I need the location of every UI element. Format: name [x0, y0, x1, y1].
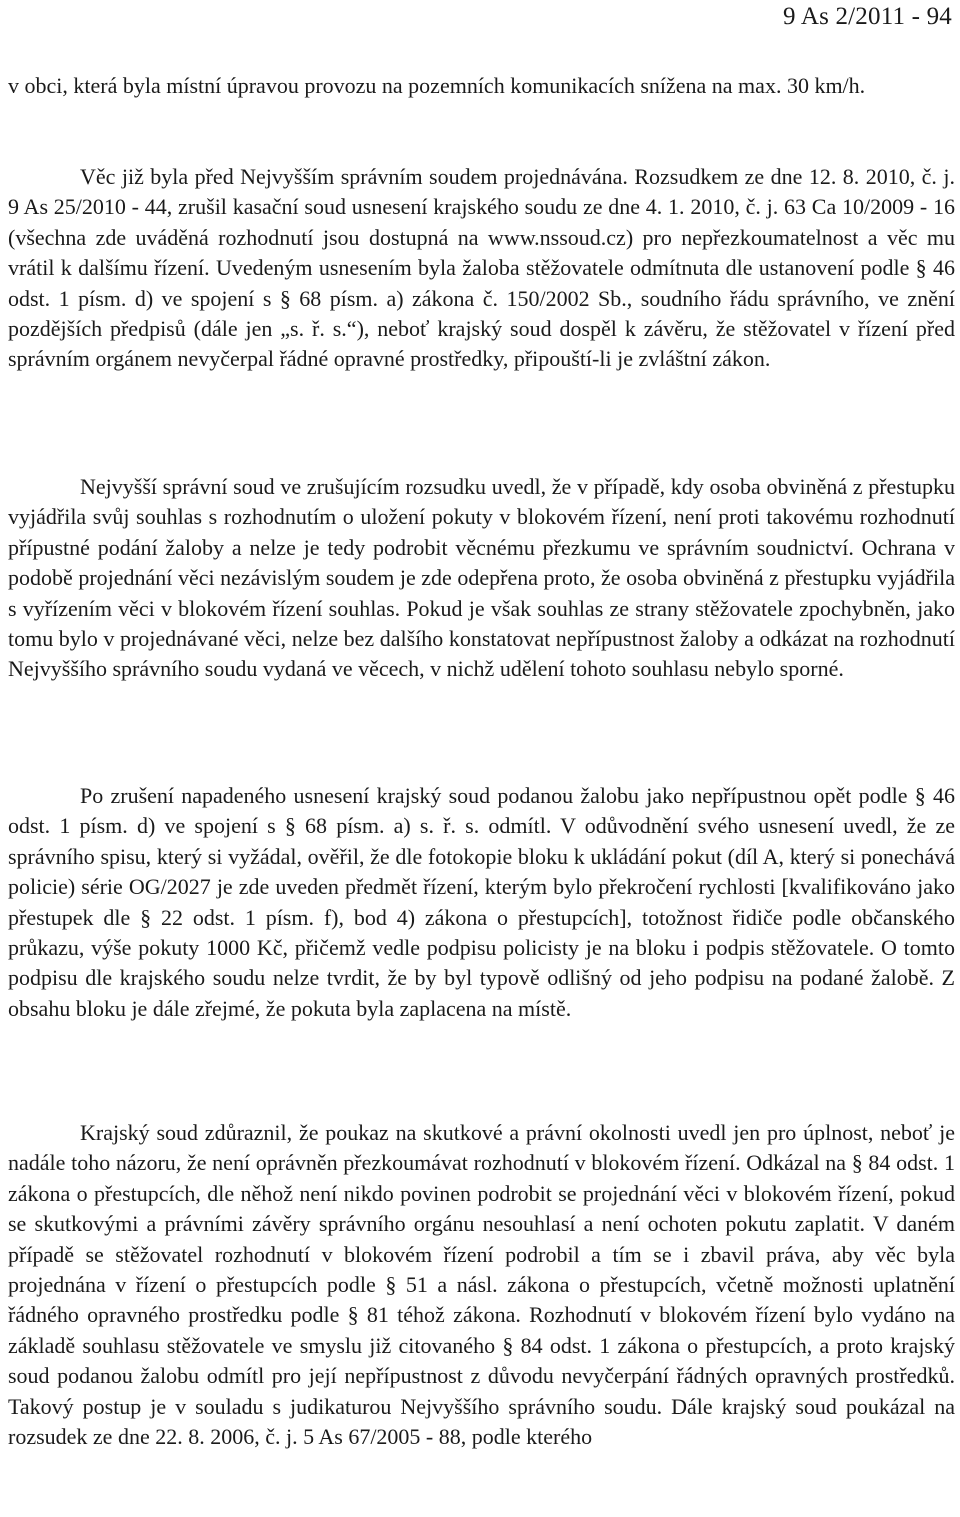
paragraph-5: Krajský soud zdůraznil, že poukaz na skutkové a právní okolnosti uvedl jen pro úplnost, neboť je nadále toho názoru, že není oprávněn přezkoumávat rozhodnutí v blokovém řízení. Odkázal na § 84 odst. 1 zákona o přestupcích, dle něhož není nikdo povinen podrobit se projednání věci v blokovém řízení, pokud se skutkovými a právními závěry správního orgánu nesouhlasí a není ochoten pokutu zaplatit. V daném případě se stěžovatel rozhodnutí v blokovém řízení podrobil a tím se i zbavil práva, aby věc byla projednána v řízení o přestupcích podle § 51 a násl. zákona o přestupcích, včetně možnosti uplatnění řádného opravného prostředku podle § 81 téhož zákona. Rozhodnutí v blokovém řízení bylo vydáno na základě souhlasu stěžovatele ve smyslu již citovaného § 84 odst. 1 zákona o přestupcích, a proto krajský soud podanou žalobu odmítl pro její nepřípustnost z důvodu nevyčerpání řádných opravných prostředků. Takový postup je v souladu s judikaturou Nejvyššího správního soudu. Dále krajský soud poukázal na rozsudek ze dne 22. 8. 2006, č. j. 5 As 67/2005 - 88, podle kterého	[8, 1120, 955, 1450]
case-number: 9 As 2/2011 - 94	[783, 3, 952, 30]
paragraph-4: Po zrušení napadeného usnesení krajský soud podanou žalobu jako nepřípustnou opět podle § 46 odst. 1 písm. d) ve spojení s § 68 písm. a) s. ř. s. odmítl. V odůvodnění svého usnesení uvedl, že ze správního spisu, který si vyžádal, ověřil, že dle fotokopie bloku k ukládání pokut (díl A, který si ponechává policie) série OG/2027 je zde uveden předmět řízení, kterým bylo překročení rychlosti [kvalifikováno jako přestupek dle § 22 odst. 1 písm. f), bod 4) zákona o přestupcích], totožnost řidiče podle občanského průkazu, výše pokuty 1000 Kč, přičemž vedle podpisu policisty je na bloku i podpis stěžovatele. O tomto podpisu dle krajského soudu nelze tvrdit, že by byl typově odlišný od jeho podpisu na podané žalobě. Z obsahu bloku je dále zřejmé, že pokuta byla zaplacena na místě.	[8, 783, 955, 1021]
paragraph-3: Nejvyšší správní soud ve zrušujícím rozsudku uvedl, že v případě, kdy osoba obviněná z přestupku vyjádřila svůj souhlas s rozhodnutím o uložení pokuty v blokovém řízení, není proti takovému rozhodnutí přípustné podání žaloby a nelze je tedy podrobit věcnému přezkumu ve správním soudnictví. Ochrana v podobě projednání věci nezávislým soudem je zde odepřena proto, že osoba obviněná z přestupku vyjádřila s vyřízením věci v blokovém řízení souhlas. Pokud je však souhlas ze strany stěžovatele zpochybněn, jako tomu bylo v projednávané věci, nelze bez dalšího konstatovat nepřípustnost žaloby a odkázat na rozhodnutí Nejvyššího správního soudu vydaná ve věcech, v nichž udělení tohoto souhlasu nebylo sporné.	[8, 474, 955, 682]
paragraph-2: Věc již byla před Nejvyšším správním soudem projednávána. Rozsudkem ze dne 12. 8. 2010, č. j. 9 As 25/2010 - 44, zrušil kasační soud usnesení krajského soudu ze dne 4. 1. 2010, č. j. 63 Ca 10/2009 - 16 (všechna zde uváděná rozhodnutí jsou dostupná na www.nssoud.cz) pro nepřezkoumatelnost a věc mu vrátil k dalšímu řízení. Uvedeným usnesením byla žaloba stěžovatele odmítnuta dle ustanovení podle § 46 odst. 1 písm. d) ve spojení s § 68 písm. a) zákona č. 150/2002 Sb., soudního řádu správního, ve znění pozdějších předpisů (dále jen „s. ř. s.“), neboť krajský soud dospěl k závěru, že stěžovatel v řízení před správním orgánem nevyčerpal řádné opravné prostředky, připouští-li je zvláštní zákon.	[8, 164, 955, 372]
paragraph-1: v obci, která byla místní úpravou provozu na pozemních komunikacích snížena na max. 30 km/h.	[8, 73, 866, 98]
